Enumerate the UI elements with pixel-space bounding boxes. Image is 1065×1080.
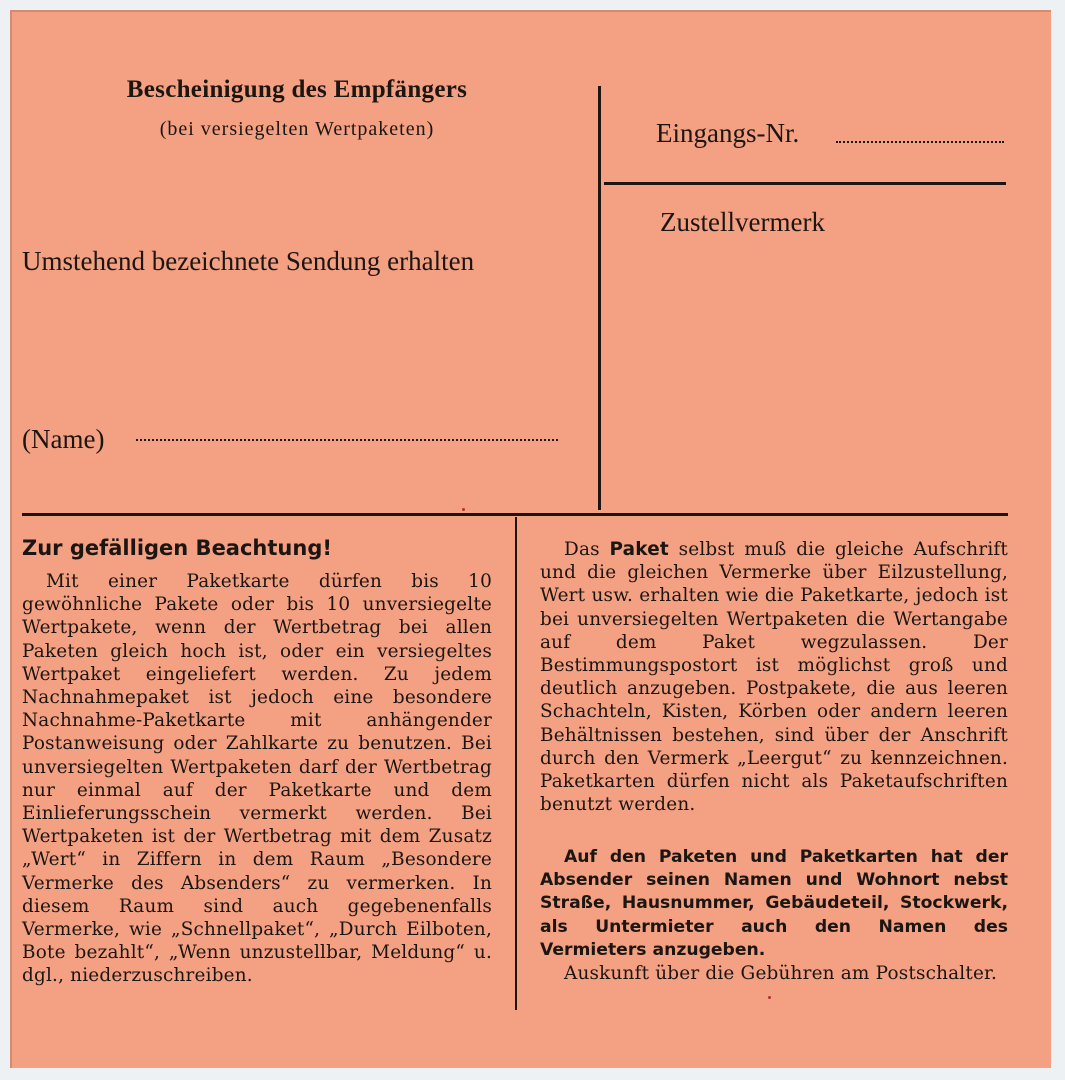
- notice-left-text-block: [22, 570, 492, 988]
- received-statement: Umstehend bezeichnete Sendung erhalten: [22, 246, 475, 276]
- recipient-certificate-title: Bescheinigung des Empfängers: [126, 76, 468, 103]
- entry-number-line: [836, 140, 1004, 143]
- parcel-card: [10, 10, 1051, 1068]
- top-vertical-divider: [598, 86, 601, 510]
- delivery-note-label: Zustellvermerk: [660, 207, 825, 237]
- notice-heading: Zur gefälligen Beachtung!: [22, 536, 332, 560]
- ink-speck: [768, 996, 771, 999]
- entry-number-label: Eingangs-Nr.: [656, 118, 800, 148]
- bottom-vertical-divider: [515, 517, 517, 1010]
- ink-speck: [462, 508, 465, 511]
- notice-left-paragraph: Mit einer Paketkarte dürfen bis 10 gewöhnliche Pakete oder bis 10 unversiegelte Wertpakete, wenn der Wertbetrag bei allen Paketen gleich hoch ist, oder ein versiegeltes Wertpaket eingeliefert werden. Zu jedem Nachnahmepaket ist jedoch eine besondere Nachnahme-Paketkarte mit anhängender Postanweisung oder Zahlkarte zu benutzen. Bei unversiegelten Wertpaketen darf der Wertbetrag nur einmal auf der Paketkarte und dem Einlieferungsschein vermerkt werden. Bei Wertpaketen ist der Wertbetrag mit dem Zusatz „Wert“ in Ziffern in dem Raum „Besondere Vermerke des Absenders“ zu vermerken. In diesem Raum sind auch gegebenenfalls Vermerke, wie „Schnellpaket“, „Durch Eilboten, Bote bezahlt“, „Wenn unzustellbar, Meldung“ u. dgl., niederzuschreiben.: [22, 571, 492, 987]
- sender-obligation-paragraph: Auf den Paketen und Paketkarten hat der Absender seinen Namen und Wohnort nebst Straße, Hausnummer, Gebäudeteil, Stockwerk, als Untermieter auch den Namen des Vermieters anzugeben.: [540, 847, 1008, 960]
- notice-right-intro: Das: [564, 539, 600, 560]
- entry-divider: [604, 182, 1006, 185]
- recipient-certificate-subtitle: (bei versiegelten Wertpaketen): [159, 118, 435, 140]
- fees-info-text: Auskunft über die Gebühren am Postschalter.: [564, 963, 998, 984]
- notice-right-bold-word: Paket: [609, 539, 669, 560]
- middle-horizontal-divider: [22, 513, 1008, 516]
- fees-info-block: [540, 962, 1008, 985]
- notice-right-rest: selbst muß die gleiche Aufschrift und die gleichen Vermerke über Eilzustellung, Wert usw. erhalten wie die Paketkarte, jedoch ist bei unversiegelten Wertpaketen die Wertangabe auf dem Paket wegzulassen. Der Bestimmungspostort ist möglichst groß und deutlich anzugeben. Postpakete, die aus leeren Schachteln, Kisten, Körben oder andern leeren Behältnissen bestehen, sind über der Anschrift durch den Vermerk „Leergut“ zu kennzeichnen. Paketkarten dürfen nicht als Paketaufschriften benutzt werden.: [540, 539, 1008, 816]
- sender-obligation-text: [540, 846, 1008, 962]
- name-label: (Name): [22, 424, 105, 454]
- notice-right-text-block: [540, 538, 1008, 816]
- notice-right-paragraph: [540, 538, 1008, 816]
- name-signature-line: [136, 438, 558, 441]
